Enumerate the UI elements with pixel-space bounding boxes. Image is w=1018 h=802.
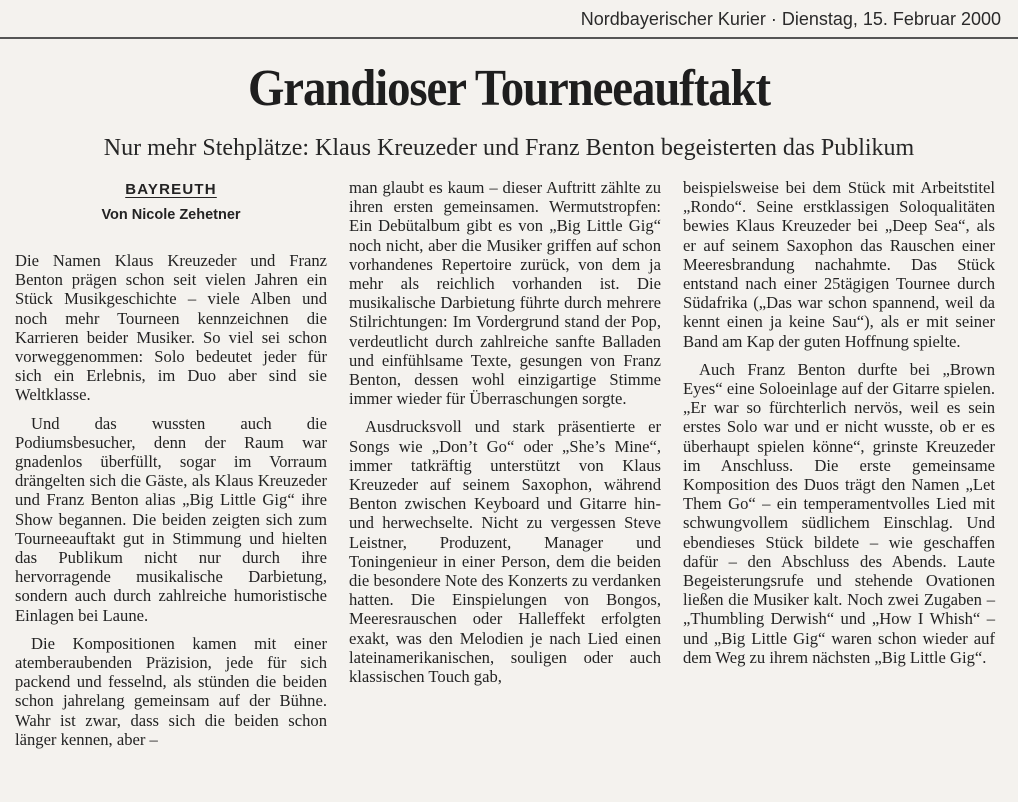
masthead-rule bbox=[0, 37, 1018, 39]
paragraph: Ausdrucksvoll und stark präsentierte er Songs wie „Don’t Go“ oder „She’s Mine“, immer tatkräftig unterstützt von Klaus Kreuzeder auf seinem Saxophon, während Benton zwischen Keyboard und Gitarre hin- und herwechselte. Nicht zu vergessen Steve Leistner, Produzent, Manager und Toningenieur in einer Person, dem die beiden die besondere Note des Konzerts zu verdanken hatten. Die Einspielungen von Bongos, Meeresrauschen oder Halleffekt erfolgten exakt, was den Melodien je nach Lied einen lateinamerikanischen, souligen oder auch klassischen Touch gab, bbox=[349, 417, 661, 687]
dateline: BAYREUTH bbox=[125, 181, 217, 198]
masthead: Nordbayerischer Kurier · Dienstag, 15. Februar 2000 bbox=[580, 9, 1001, 29]
article-column-2 bbox=[349, 178, 661, 686]
paragraph: Die Kompositionen kamen mit einer atemberaubenden Präzision, jede für sich packend und fesselnd, als stünden die beiden schon jahrelang gemeinsam auf der Bühne. Wahr ist zwar, dass sich die beiden schon länger kennen, aber – bbox=[15, 633, 327, 749]
article-column-3 bbox=[683, 178, 995, 667]
paragraph: Und das wussten auch die Podiumsbesucher, denn der Raum war gnadenlos überfüllt, sogar im Vorraum drängelten sich die Gäste, als Klaus Kreuzeder und Franz Benton alias „Big Little Gig“ ihre Show begannen. Die beiden zeigten sich zum Tourneeauftakt gut in Stimmung und hielten das Publikum nicht nur durch ihre hervorragende musikalische Darbietung, sondern auch durch zahlreiche humoristische Einlagen bei Laune. bbox=[15, 413, 327, 625]
byline: Von Nicole Zehetner bbox=[101, 207, 241, 223]
paragraph: Die Namen Klaus Kreuzeder und Franz Benton prägen schon seit vielen Jahren ein Stück Musikgeschichte – viele Alben und noch mehr Tourneen kennzeichnen die Karrieren beider Musiker. So viel sei schon vorweggenommen: Solo bedeutet jeder für sich ein Erlebnis, im Duo aber sind sie Weltklasse. bbox=[15, 251, 327, 405]
subheadline: Nur mehr Stehplätze: Klaus Kreuzeder und Franz Benton begeisterten das Publikum bbox=[103, 135, 915, 161]
headline: Grandioser Tourneeauftakt bbox=[247, 60, 771, 117]
paragraph: Auch Franz Benton durfte bei „Brown Eyes“ eine Soloeinlage auf der Gitarre spielen. „Er war so fürchterlich nervös, weil es sein erstes Solo war und er nicht wusste, ob er es überhaupt spielen könne“, grinste Kreuzeder im Anschluss. Die erste gemeinsame Komposition des Duos trägt den Namen „Let Them Go“ – ein temperamentvolles Lied mit schwungvollem südlichem Einschlag. Und ebendieses Stück bildete – wie geschaffen dafür – den Abschluss des Abends. Laute Begeisterungsrufe und stehende Ovationen ließen die Musiker kalt. Noch zwei Zugaben – „Thumbling Derwish“ und „How I Whish“ – und „Big Little Gig“ waren schon wieder auf dem Weg zu ihrem nächsten „Big Little Gig“. bbox=[683, 359, 995, 667]
article-column-1 bbox=[15, 178, 327, 749]
paragraph: man glaubt es kaum – dieser Auftritt zählte zu ihren ersten gemeinsamen. Wermutstropfen: Ein Debütalbum gibt es von „Big Little Gig“ noch nicht, aber die Musiker griffen auf schon vorhandenes Repertoire zurück, von dem ja mehr als reichlich vorhanden ist. Die musikalische Darbietung führte durch mehrere Stilrichtungen: Im Vordergrund stand der Pop, verdeutlicht durch zahlreiche sanfte Balladen und einfühlsame Texte, gesungen von Franz Benton, dessen wohl einzigartige Stimme immer wieder für Überraschungen sorgte. bbox=[349, 178, 661, 409]
paragraph: beispielsweise bei dem Stück mit Arbeitstitel „Rondo“. Seine erstklassigen Soloqualitäten bewies Klaus Kreuzeder bei „Deep Sea“, als er auf seinem Saxophon das Rauschen einer Meeresbrandung nachahmte. Das Stück entstand nach einer 25tägigen Tournee durch Südafrika („Das war schon spannend, weil da kennt einen ja keine Sau“), als er mit seiner Band am Kap der guten Hoffnung spielte. bbox=[683, 178, 995, 351]
